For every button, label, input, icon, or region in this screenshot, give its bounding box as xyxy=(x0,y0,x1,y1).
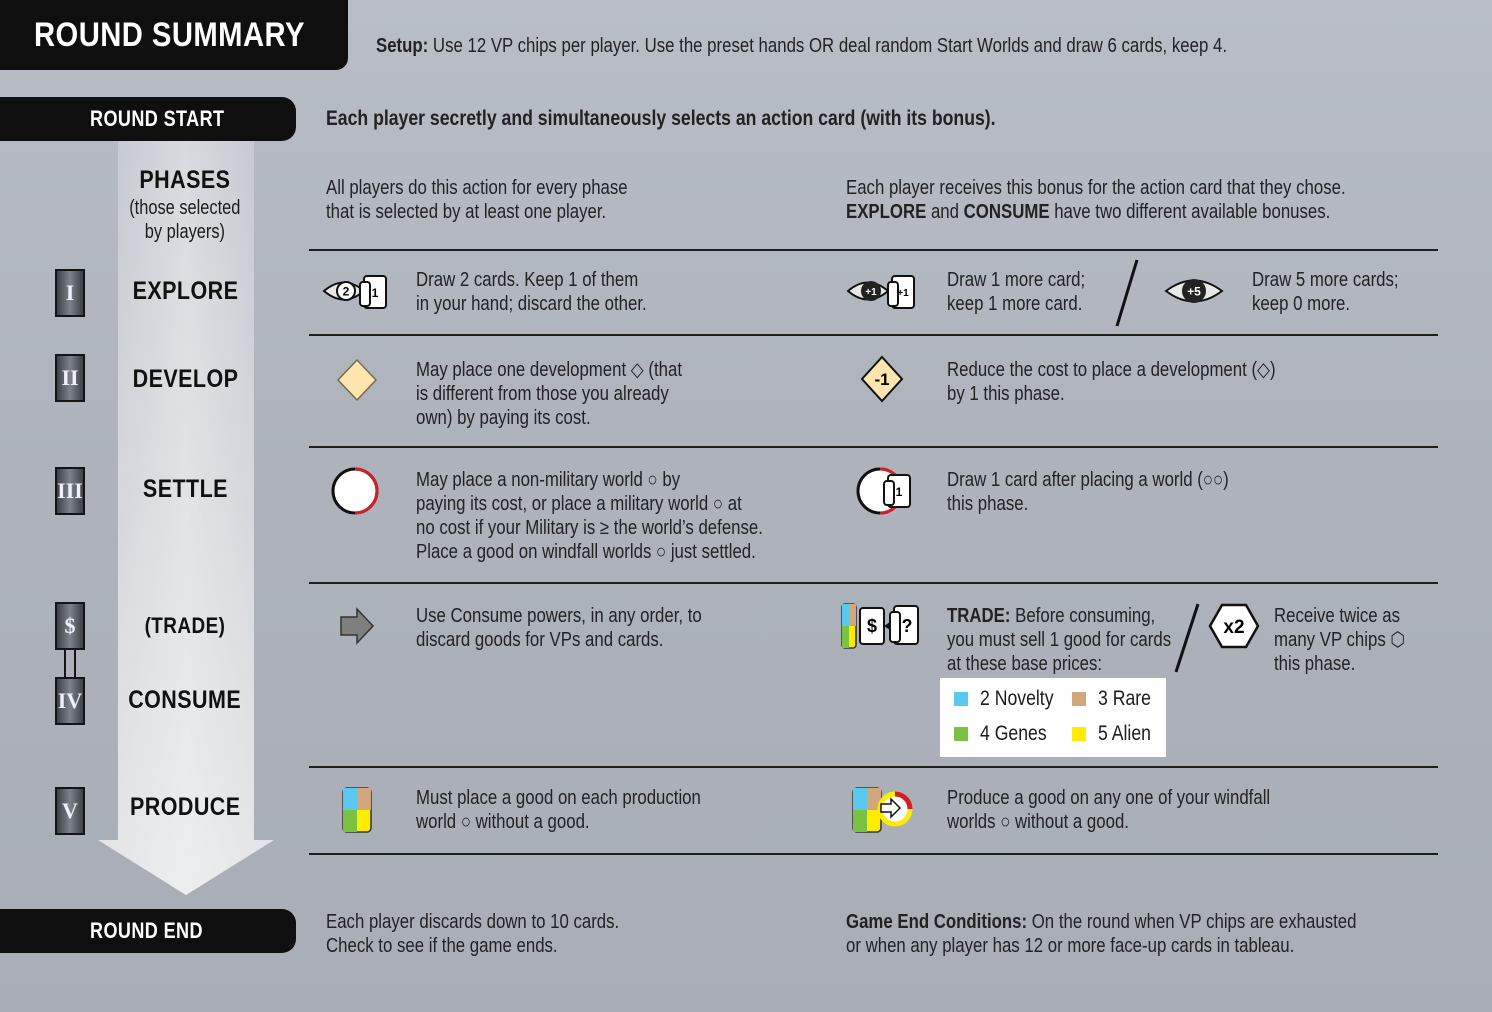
produce-good-icon xyxy=(341,786,373,834)
phases-col1-desc: All players do this action for every phase that is selected by at least one player. xyxy=(326,177,628,223)
round-start-label: ROUND START xyxy=(0,97,296,141)
setup-label: Setup: xyxy=(376,35,429,57)
settle-bonus-text: Draw 1 card after placing a world (○○) this phase. xyxy=(947,469,1229,515)
title-block xyxy=(0,0,348,70)
round-end-label: ROUND END xyxy=(0,909,296,953)
price-alien: 5 Alien xyxy=(1072,722,1161,746)
svg-text:+1: +1 xyxy=(865,287,877,298)
divider xyxy=(309,853,1438,855)
divider xyxy=(309,766,1438,768)
explore-bonus-a-text: Draw 1 more card; keep 1 more card. xyxy=(947,269,1086,315)
svg-text:$: $ xyxy=(866,616,878,636)
phase-name-consume: CONSUME xyxy=(128,686,242,714)
phase-numeral-develop: II xyxy=(55,354,85,402)
produce-action-text: Must place a good on each production world ○ without a good. xyxy=(416,787,701,833)
development-discount-icon xyxy=(860,355,904,403)
divider xyxy=(309,249,1438,251)
phases-col2-desc: Each player receives this bonus for the action card that they chose. EXPLORE and CONSUME have two different available bonuses. xyxy=(846,177,1346,223)
phase-name-develop: DEVELOP xyxy=(132,365,238,393)
produce-bonus-text: Produce a good on any one of your windfall worlds ○ without a good. xyxy=(947,787,1271,833)
svg-text:+1: +1 xyxy=(897,288,909,299)
svg-text:+5: +5 xyxy=(1187,284,1201,299)
eye-draw-icon xyxy=(322,268,394,314)
divider xyxy=(309,446,1438,448)
explore-bonus-b-text: Draw 5 more cards; keep 0 more. xyxy=(1252,269,1399,315)
phase-name-produce: PRODUCE xyxy=(129,793,241,821)
divider xyxy=(309,582,1438,584)
novelty-swatch xyxy=(954,692,968,706)
phase-numeral-produce: V xyxy=(55,787,85,835)
game-end-conditions: Game End Conditions: On the round when VP chips are exhausted or when any player has 12 or more face-up cards in tableau. xyxy=(846,911,1357,957)
round-start-text: Each player secretly and simultaneously selects an action card (with its bonus). xyxy=(326,107,996,130)
svg-text:x2: x2 xyxy=(1223,617,1245,638)
phase-name-settle: SETTLE xyxy=(142,475,228,503)
price-rare: 3 Rare xyxy=(1072,687,1161,711)
settle-action-text: May place a non-military world ○ by paying its cost, or place a military world ○ at no cost if your Military is ≥ the world’s defense. Place a good on windfall worlds ○ just settled. xyxy=(416,469,763,563)
svg-text:1: 1 xyxy=(895,485,903,499)
price-novelty: 2 Novelty xyxy=(954,687,1068,711)
eye-plus-five-icon xyxy=(1164,268,1226,314)
genes-swatch xyxy=(954,727,968,741)
phase-numeral-explore: I xyxy=(55,269,85,317)
phases-title: PHASES xyxy=(139,166,231,194)
phase-numeral-settle: III xyxy=(55,467,85,515)
double-vp-hexagon-icon xyxy=(1208,603,1260,649)
world-circle-icon xyxy=(329,465,381,517)
consume-action-text: Use Consume powers, in any order, to discard goods for VPs and cards. xyxy=(416,605,702,651)
trade-bonus-text: TRADE: Before consuming, you must sell 1 good for cards at these base prices: xyxy=(947,605,1172,675)
bonus-separator-slash xyxy=(1172,602,1202,674)
consume-arrow-icon xyxy=(339,607,375,645)
bonus-separator-slash xyxy=(1112,258,1142,328)
price-genes: 4 Genes xyxy=(954,722,1059,746)
round-end-text: Each player discards down to 10 cards. Check to see if the game ends. xyxy=(326,911,620,957)
alien-swatch xyxy=(1072,727,1086,741)
windfall-produce-icon xyxy=(851,786,915,834)
develop-bonus-text: Reduce the cost to place a development (◇) by 1 this phase. xyxy=(947,359,1276,405)
double-vp-bonus-text: Receive twice as many VP chips ⬡ this phase. xyxy=(1274,605,1406,675)
page-title: ROUND SUMMARY xyxy=(34,15,305,54)
eye-plus-one-icon xyxy=(846,268,922,314)
phases-subtitle: (those selected by players) xyxy=(129,197,241,243)
rare-swatch xyxy=(1072,692,1086,706)
phase-name-trade: (TRADE) xyxy=(144,613,226,638)
phase-name-explore: EXPLORE xyxy=(132,277,238,305)
trade-goods-icon xyxy=(840,602,924,650)
svg-text:1: 1 xyxy=(371,286,379,300)
world-draw-card-icon xyxy=(854,465,916,517)
trade-consume-connector xyxy=(64,650,76,678)
phase-numeral-consume: IV xyxy=(55,677,85,725)
divider xyxy=(309,334,1438,336)
phase-numeral-trade: $ xyxy=(55,602,85,650)
explore-action-text: Draw 2 cards. Keep 1 of them in your hand; discard the other. xyxy=(416,269,647,315)
svg-text:-1: -1 xyxy=(874,370,890,389)
setup-line xyxy=(376,34,1389,58)
phase-flow-arrow xyxy=(96,140,278,900)
trade-price-legend xyxy=(940,678,1166,757)
setup-text: Use 12 VP chips per player. Use the preset hands OR deal random Start Worlds and draw 6 cards, keep 4. xyxy=(432,35,1227,57)
svg-text:2: 2 xyxy=(342,284,350,299)
svg-text:?: ? xyxy=(901,616,913,636)
development-diamond-icon xyxy=(336,358,378,402)
develop-action-text: May place one development ◇ (that is different from those you already own) by paying its cost. xyxy=(416,359,683,429)
